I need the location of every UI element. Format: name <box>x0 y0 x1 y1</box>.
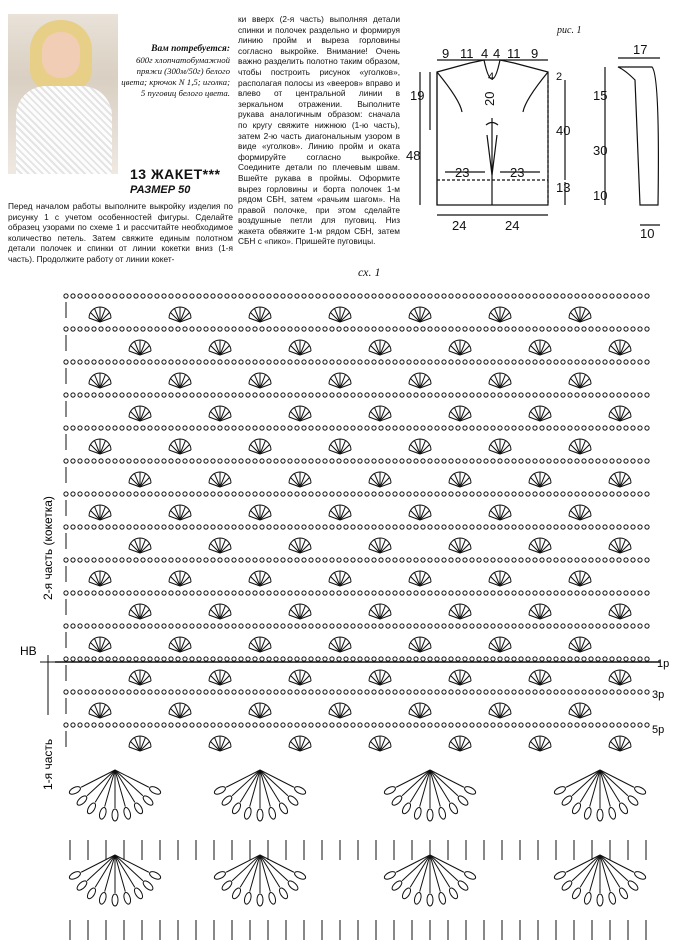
dim-neck-4: 4 <box>488 71 495 83</box>
chart-label: сх. 1 <box>358 265 381 279</box>
materials-block <box>118 43 230 99</box>
sleeve-dim-bottom-10: 10 <box>640 226 655 241</box>
sleeve-dim-15: 15 <box>593 88 608 103</box>
dim-23-right: 23 <box>510 165 525 180</box>
dim-11-right: 11 <box>507 46 521 61</box>
instructions-column-1: Перед началом работы выполните выкройку изделия по рисунку 1 с учетом особенностей фигуры. Сделайте образец узорами по схеме 1 и рассчитайте необходимое количество петель. Затем свяжите единым полотном детали полочек и спинки от линии кокетки вниз (1-я часть). Продолжите работу от линии кокет- <box>8 201 233 264</box>
pattern-title: 13 ЖАКЕТ*** <box>130 166 221 182</box>
sleeve-dim-17: 17 <box>633 42 648 57</box>
dim-4-left: 4 <box>481 46 489 61</box>
row-label-3: 3р <box>652 689 665 701</box>
sleeve-dim-30: 30 <box>593 143 608 158</box>
dim-19: 19 <box>410 88 425 103</box>
dim-40: 40 <box>556 123 571 138</box>
row-label-1: 1р <box>657 658 670 670</box>
model-photo <box>8 14 118 174</box>
side-label-part2: 2-я часть (кокетка) <box>41 496 55 600</box>
dim-24-left: 24 <box>452 218 467 233</box>
dim-48: 48 <box>406 148 421 163</box>
dim-24-right: 24 <box>505 218 520 233</box>
dim-9-right: 9 <box>531 46 539 61</box>
side-label-part1: 1-я часть <box>41 738 55 790</box>
materials-text: 600г хлопчатобумажной пряжи (300м/50г) белого цвета; крючок N 1,5; иголка; 5 пуговиц белого цвета. <box>121 55 230 98</box>
chart-stitches <box>64 294 649 940</box>
dim-neck-2: 2 <box>556 71 563 83</box>
dim-20: 20 <box>482 91 497 106</box>
dim-4-right: 4 <box>493 46 501 61</box>
sleeve-dim-10: 10 <box>593 188 608 203</box>
pattern-figure <box>400 38 690 243</box>
materials-heading: Вам потребуется: <box>151 44 230 54</box>
pattern-size: РАЗМЕР 50 <box>130 184 191 196</box>
start-label: НВ <box>20 644 37 658</box>
instructions-column-2: ки вверх (2-я часть) выполняя детали спинки и полочек раздельно и формируя линию пройм и выреза горловины согласно выкройке. Внимание! Очень важно разделить полотно таким образом, чтобы построить рисунок «уголков», располагая полосы из «вееров» вправо и влево от центральной линии в зеркальном отражении. Выполните рукава аналогичным образом: сначала по кругу свяжите нижнюю (1-ю часть), затем 2-ю часть диагональным узором в виде «уголков». Линию пройм и оката формируйте согласно выкройке. Соедините детали по плечевым швам. Вшейте рукава в проймы. Оформите вырез горловины и борта полочек 1-м рядом СБН, затем «рачьим шагом». На правой полочке, при этом сделайте воздушные петли для пуговиц. Низ жакета обвяжите 1-м рядом СБН, затем СБН с «пико». Пришейте пуговицы. <box>238 14 400 247</box>
crochet-chart <box>0 280 695 950</box>
dim-11-left: 11 <box>460 46 474 61</box>
dim-13: 13 <box>556 180 571 195</box>
row-label-5: 5р <box>652 724 665 736</box>
figure-label: рис. 1 <box>557 25 582 36</box>
dim-9-left: 9 <box>442 46 450 61</box>
dim-23-left: 23 <box>455 165 470 180</box>
